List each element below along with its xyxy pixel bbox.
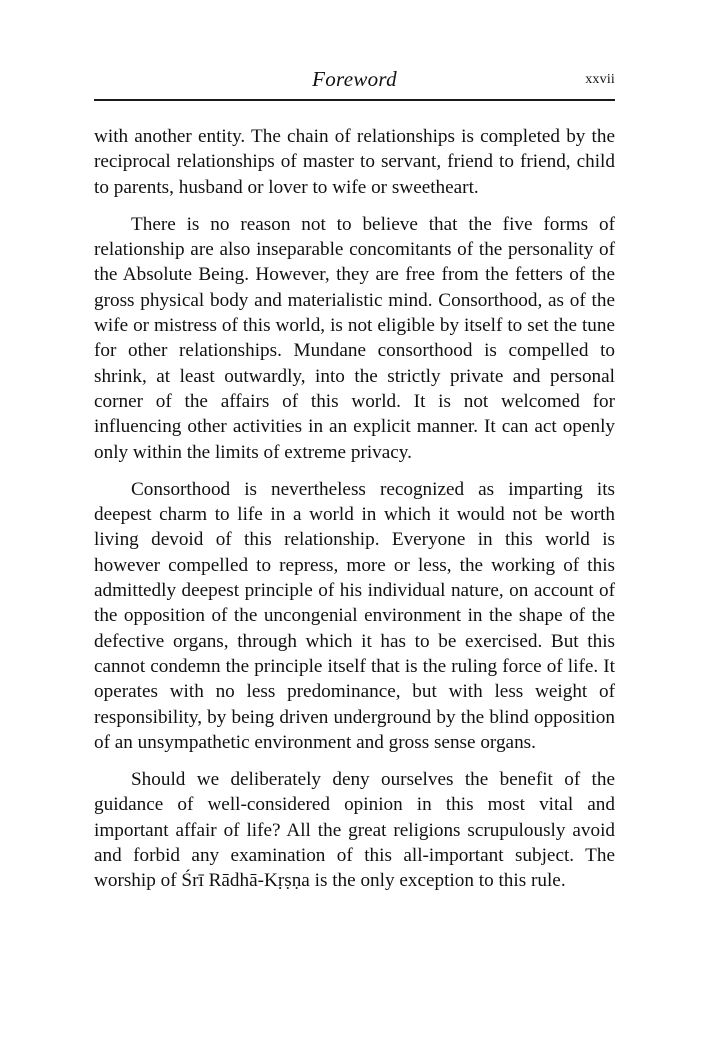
page-number: xxvii bbox=[585, 72, 615, 87]
running-title: Foreword bbox=[312, 67, 397, 91]
running-head bbox=[94, 0, 615, 101]
body-text bbox=[94, 101, 615, 894]
paragraph: There is no reason not to believe that the five forms of relationship are also inseparable concomitants of the personality of the Absolute Being. However, they are free from the fetters of the gross physical body and materialistic mind. Consorthood, as of the wife or mistress of this world, is not eligible by itself to set the tune for other relationships. Mundane consorthood is compelled to shrink, at least outwardly, into the strictly private and personal corner of the affairs of this world. It is not welcomed for influencing other activities in an explicit manner. It can act openly only within the limits of extreme privacy. bbox=[94, 213, 615, 463]
paragraph: Should we deliberately deny ourselves the benefit of the guidance of well-considered opinion in this most vital and important affair of life? All the great religions scrupulously avoid and forbid any examination of this all-important subject. The worship of Śrī Rādhā-Kṛṣṇa is the only exception to this rule. bbox=[94, 769, 615, 892]
book-page bbox=[94, 0, 615, 906]
paragraph-continued: with another entity. The chain of relationships is completed by the reciprocal relationships of master to servant, friend to friend, child to parents, husband or lover to wife or sweetheart. bbox=[94, 126, 615, 198]
paragraph: Consorthood is nevertheless recognized as imparting its deepest charm to life in a world in which it would not be worth living devoid of this relationship. Everyone in this world is however compelled to repress, more or less, the working of this admittedly deepest principle of his individual nature, on account of the opposition of the uncongenial environment in the shape of the defective organs, through which it has to be exercised. But this cannot condemn the principle itself that is the ruling force of life. It operates with no less predominance, but with less weight of responsibility, by being driven underground by the blind opposition of an unsympathetic environment and gross sense organs. bbox=[94, 478, 615, 753]
